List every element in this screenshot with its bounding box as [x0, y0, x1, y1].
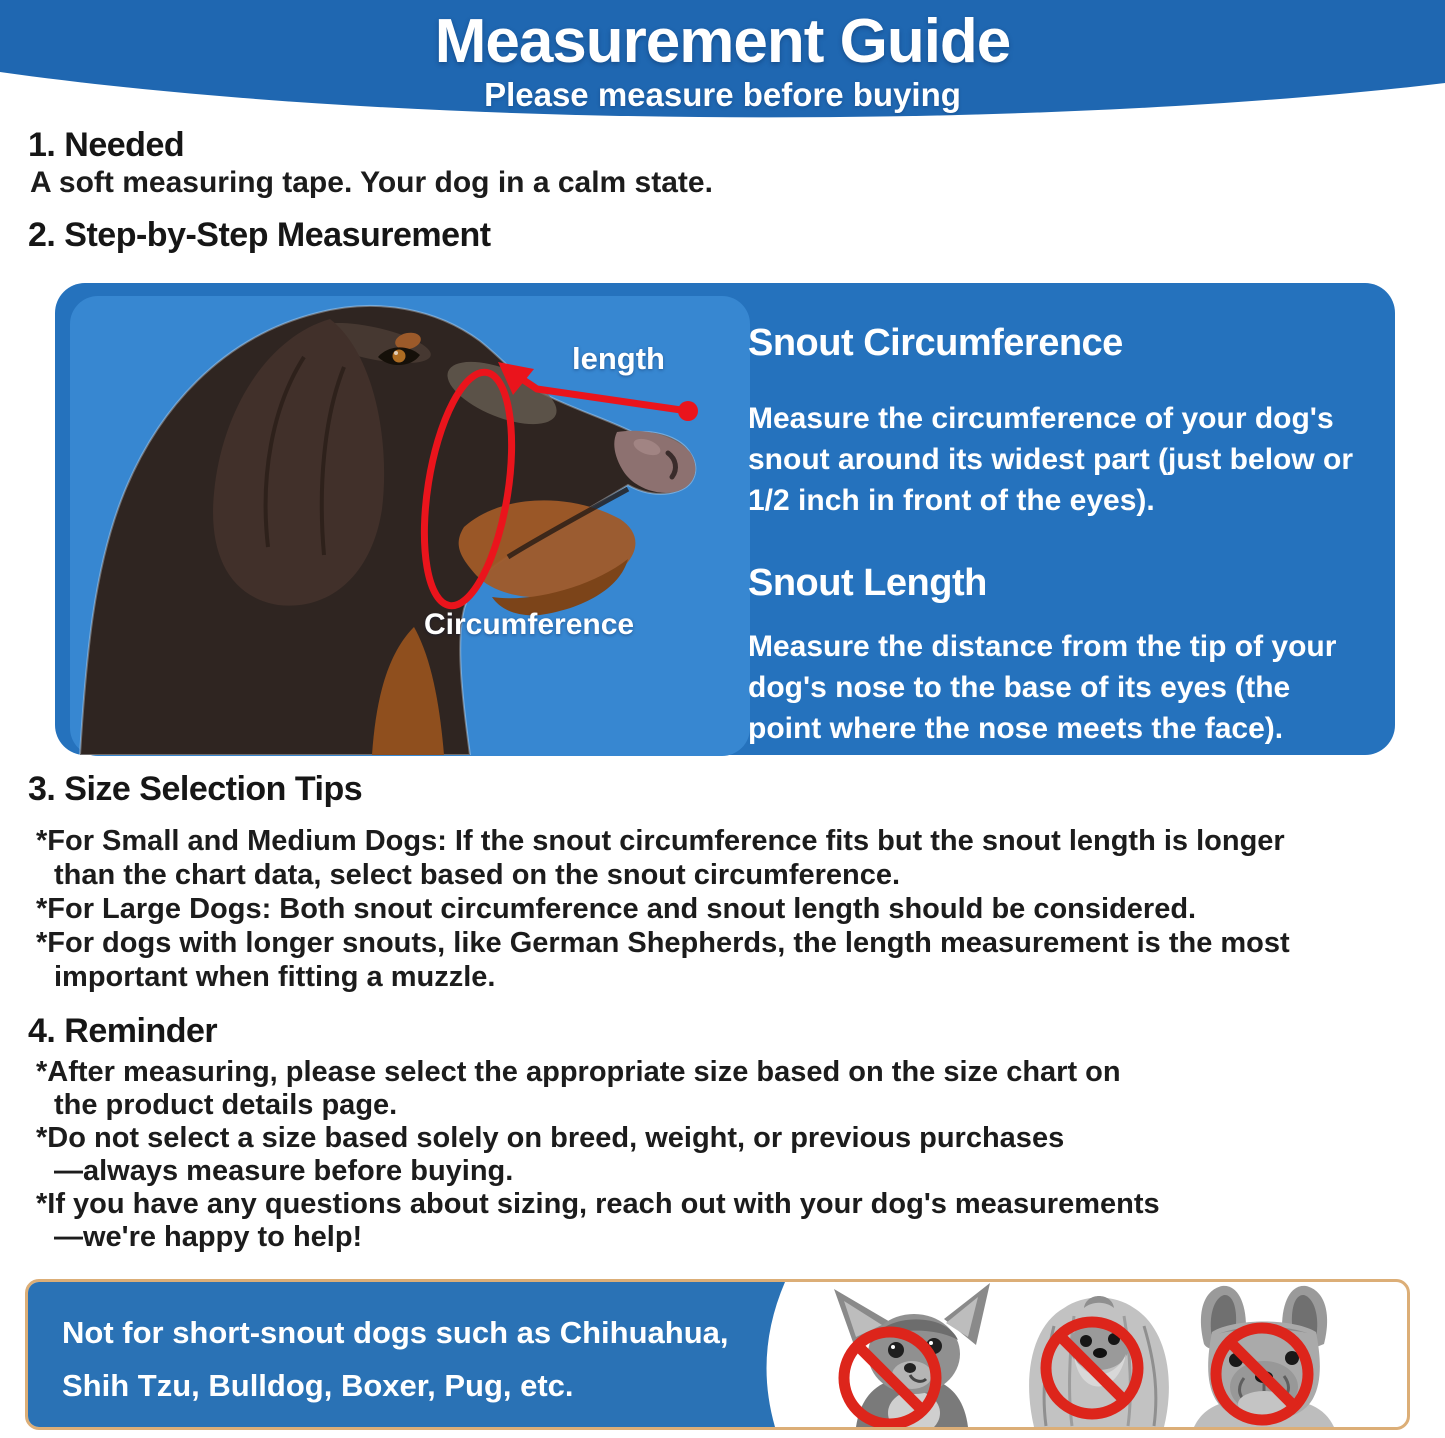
page-subtitle: Please measure before buying: [484, 76, 961, 113]
reminder-line: the product details page.: [54, 1089, 398, 1121]
section4-heading: 4. Reminder: [28, 1012, 218, 1050]
reminder-line: —we're happy to help!: [54, 1221, 363, 1253]
snout-length-heading: Snout Length: [748, 562, 987, 604]
text-line: dog's nose to the base of its eyes (the: [748, 671, 1291, 704]
reminder-line: *After measuring, please select the appropriate size based on the size chart on: [36, 1056, 1121, 1088]
chihuahua-illustration: [826, 1283, 1016, 1427]
reminder-line: *If you have any questions about sizing, reach out with your dog's measurements: [36, 1188, 1160, 1220]
text-line: snout around its widest part (just below or: [748, 443, 1354, 476]
length-label: length: [572, 341, 665, 376]
section4-reminders: [36, 1056, 1160, 1254]
french-bulldog-illustration: [1174, 1282, 1354, 1427]
page-title: Measurement Guide: [434, 7, 1011, 76]
tip-line: *For dogs with longer snouts, like German Shepherds, the length measurement is the most: [36, 927, 1290, 959]
tip-line: *For Small and Medium Dogs: If the snout circumference fits but the snout length is longer: [36, 825, 1285, 857]
snout-circumference-text: [748, 398, 1353, 521]
text-line: Measure the distance from the tip of your: [748, 630, 1337, 663]
section3-tips: [36, 824, 1290, 994]
warning-line: Shih Tzu, Bulldog, Boxer, Pug, etc.: [62, 1368, 574, 1403]
section2-heading: 2. Step-by-Step Measurement: [28, 216, 491, 254]
warning-text: [62, 1306, 729, 1412]
circumference-label: Circumference: [424, 608, 635, 641]
section3-heading: 3. Size Selection Tips: [28, 770, 363, 808]
warning-bar: [25, 1279, 1410, 1430]
tip-line: *For Large Dogs: Both snout circumference and snout length should be considered.: [36, 893, 1197, 925]
tip-line: important when fitting a muzzle.: [54, 961, 496, 993]
snout-length-text: [748, 626, 1336, 749]
text-line: Measure the circumference of your dog's: [748, 402, 1334, 435]
section1-body: A soft measuring tape. Your dog in a calm state.: [30, 166, 713, 199]
shih-tzu-illustration: [1014, 1286, 1184, 1427]
reminder-line: *Do not select a size based solely on breed, weight, or previous purchases: [36, 1122, 1065, 1154]
reminder-line: —always measure before buying.: [54, 1155, 514, 1187]
text-line: point where the nose meets the face).: [748, 712, 1284, 745]
text-line: 1/2 inch in front of the eyes).: [748, 484, 1155, 517]
snout-circumference-heading: Snout Circumference: [748, 322, 1123, 364]
tip-line: than the chart data, select based on the snout circumference.: [54, 859, 901, 891]
warning-line: Not for short-snout dogs such as Chihuahua,: [62, 1315, 729, 1350]
section1-heading: 1. Needed: [28, 126, 185, 164]
